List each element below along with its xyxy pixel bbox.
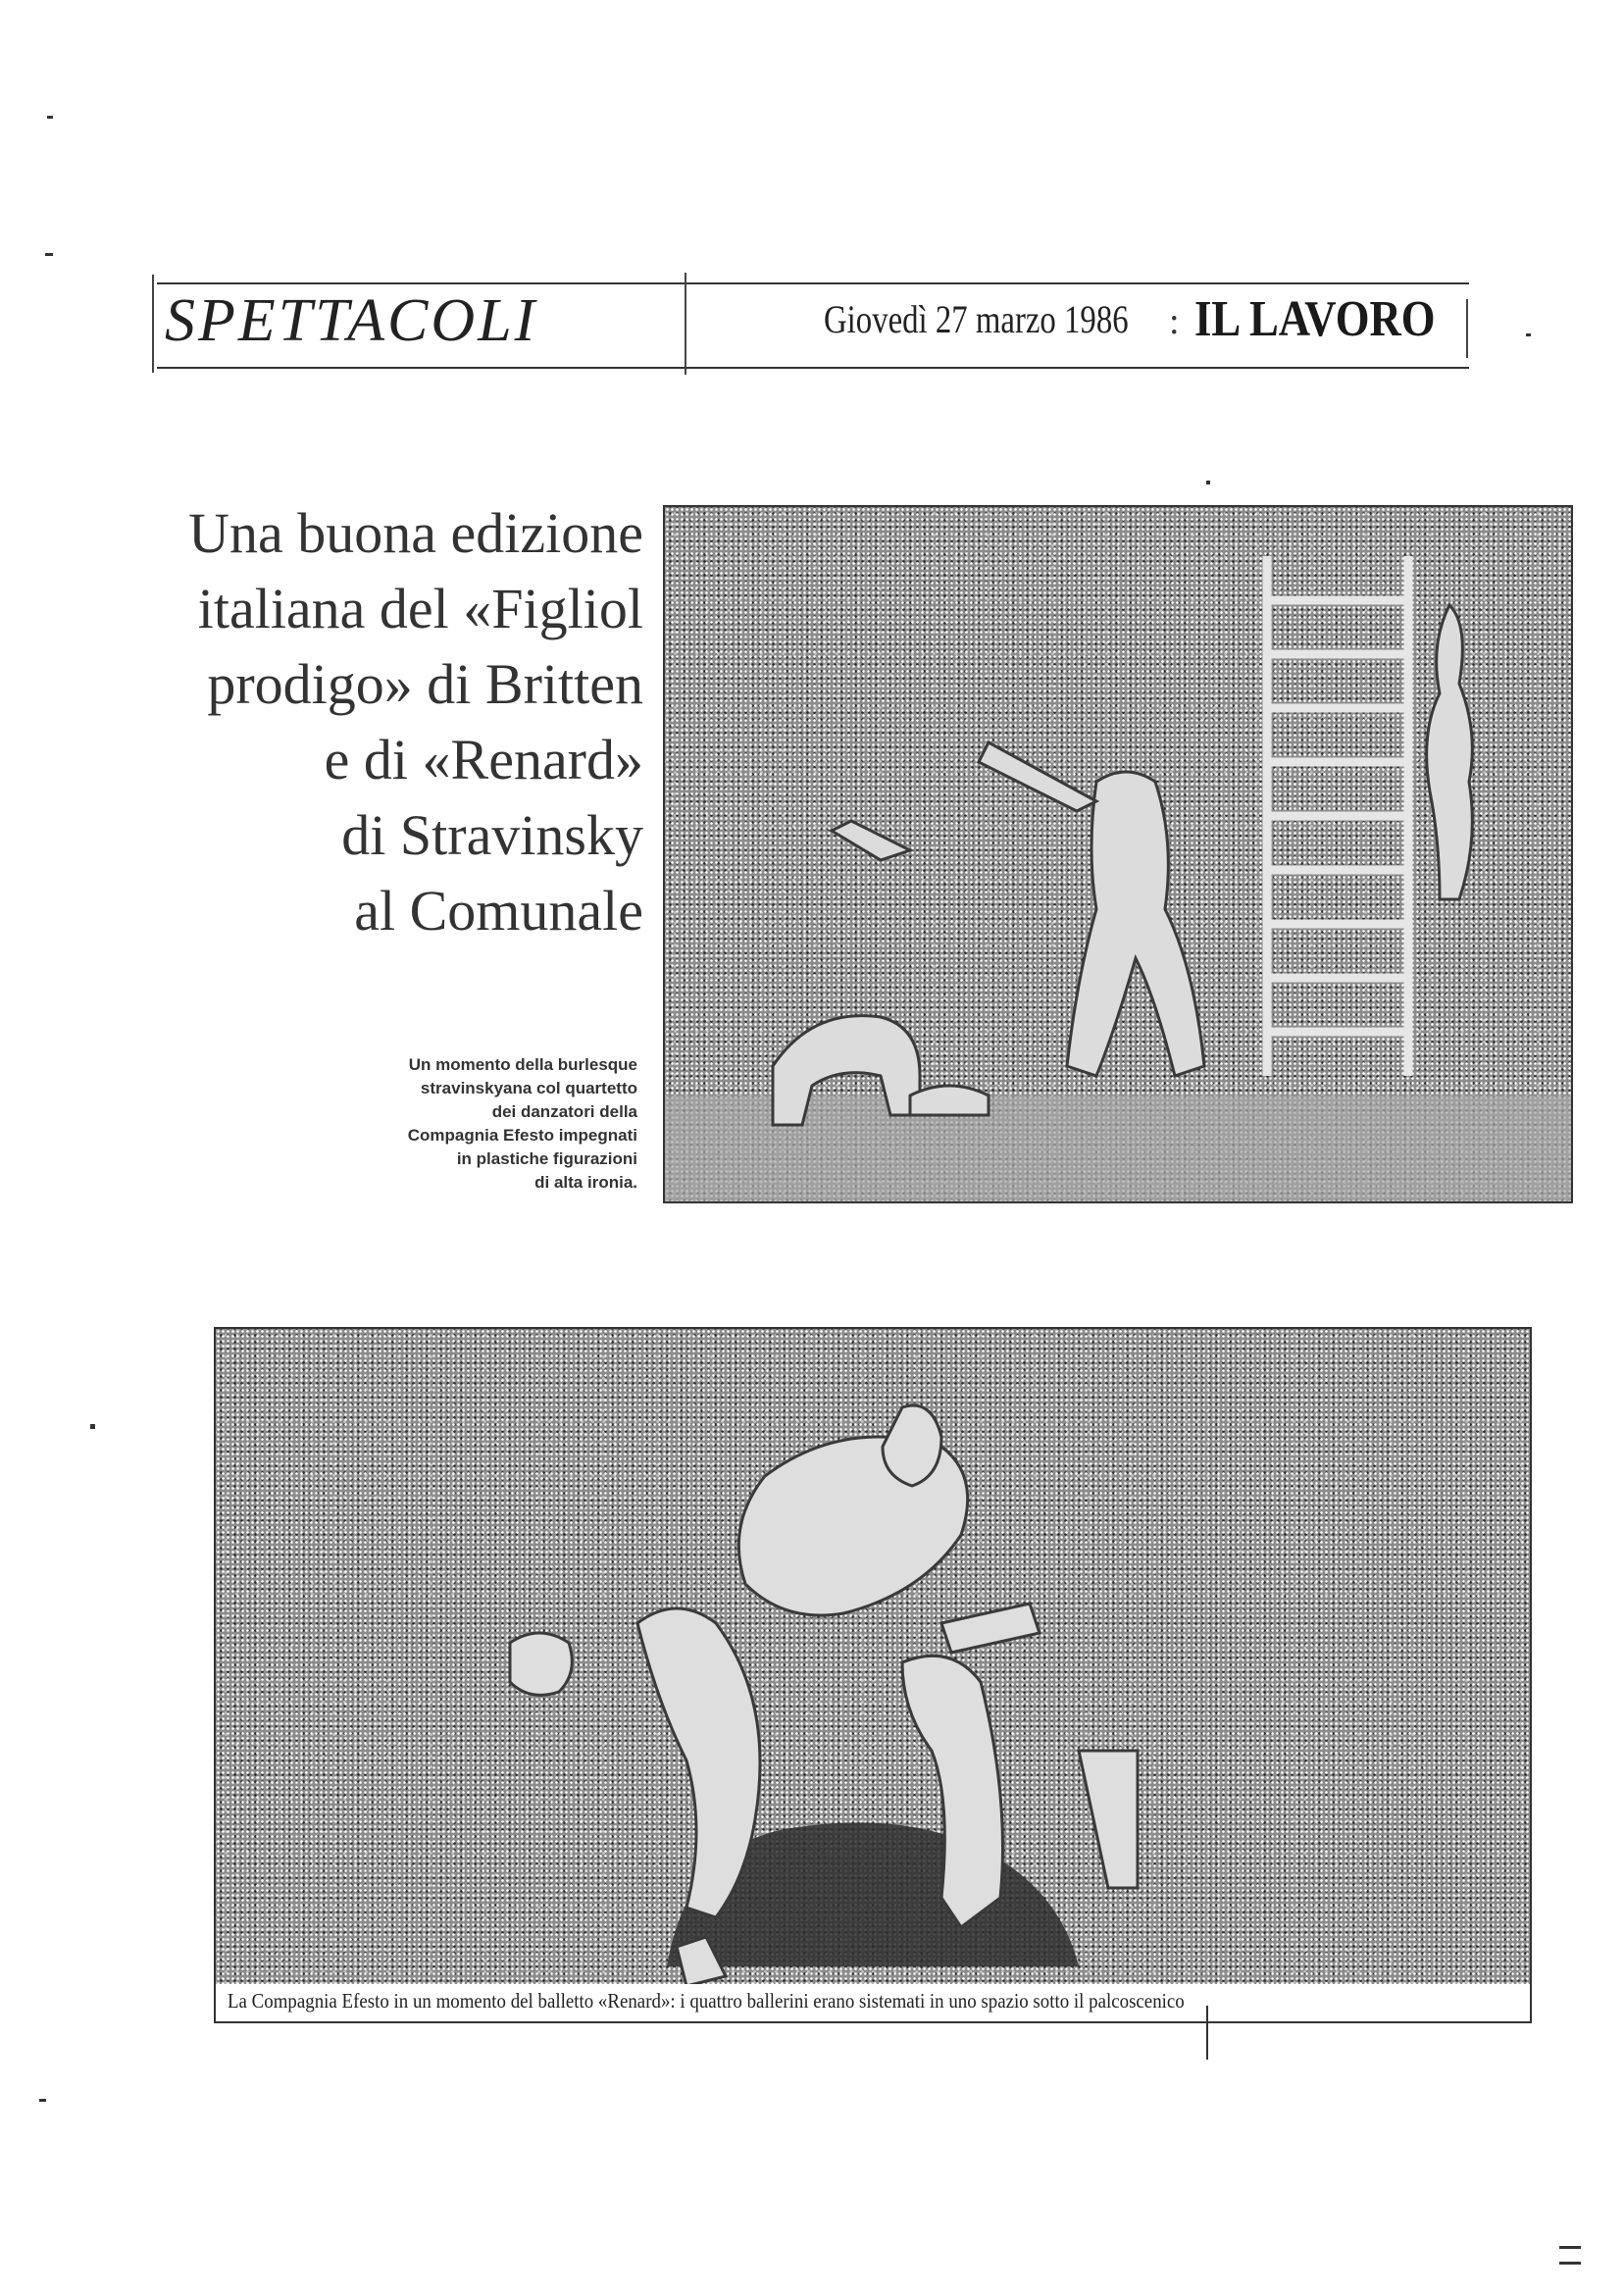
photo2-caption: La Compagnia Efesto in un momento del balletto «Renard»: i quattro ballerini erano sistemati in uno spazio sotto il palcoscenico bbox=[228, 1989, 1185, 2013]
dancers bbox=[773, 605, 1472, 1125]
masthead-right-tick bbox=[1466, 299, 1468, 358]
headline-line: e di «Renard» bbox=[324, 728, 643, 791]
caption-line: stravinskyana col quartetto bbox=[420, 1079, 637, 1097]
stage-photo-renard bbox=[214, 1327, 1532, 1988]
caption-line: Un momento della burlesque bbox=[408, 1055, 637, 1074]
masthead-left-tick bbox=[152, 275, 154, 373]
masthead-bottom-rule bbox=[157, 367, 1469, 369]
masthead-separator: : bbox=[1169, 301, 1180, 342]
stage-photo-renard-drawing bbox=[216, 1329, 1530, 1986]
headline-line: prodigo» di Britten bbox=[207, 652, 643, 716]
caption-line: dei danzatori della bbox=[491, 1102, 637, 1121]
masthead-top-rule bbox=[157, 282, 1469, 284]
scan-speck bbox=[47, 116, 53, 119]
scan-speck bbox=[90, 1424, 95, 1429]
scan-speck bbox=[45, 253, 53, 256]
photo1-caption bbox=[226, 1053, 637, 1195]
headline-line: Una buona edizione bbox=[188, 501, 643, 565]
publication-date: Giovedì 27 marzo 1986 bbox=[824, 297, 1129, 341]
scan-speck bbox=[1559, 2246, 1581, 2249]
caption-line: di alta ironia. bbox=[534, 1173, 637, 1192]
newspaper-name: IL LAVORO bbox=[1194, 291, 1436, 347]
caption-line: Compagnia Efesto impegnati bbox=[407, 1126, 637, 1145]
scan-speck bbox=[1526, 333, 1531, 336]
scan-speck bbox=[1559, 2262, 1581, 2265]
masthead-divider bbox=[685, 273, 686, 375]
headline-line: di Stravinsky bbox=[341, 803, 643, 867]
caption-line: in plastiche figurazioni bbox=[456, 1149, 637, 1168]
ladder bbox=[1267, 556, 1408, 1076]
scan-speck bbox=[1206, 481, 1210, 484]
section-name: SPETTACOLI bbox=[165, 287, 538, 354]
scan-speck bbox=[39, 2099, 46, 2102]
headline-line: al Comunale bbox=[354, 879, 643, 943]
headline-line: italiana del «Figliol bbox=[197, 577, 643, 640]
caption-tick-mark bbox=[1206, 2006, 1208, 2060]
stage-photo-ladder bbox=[663, 505, 1573, 1203]
stage-photo-ladder-drawing bbox=[665, 507, 1571, 1201]
article-headline bbox=[35, 495, 643, 948]
